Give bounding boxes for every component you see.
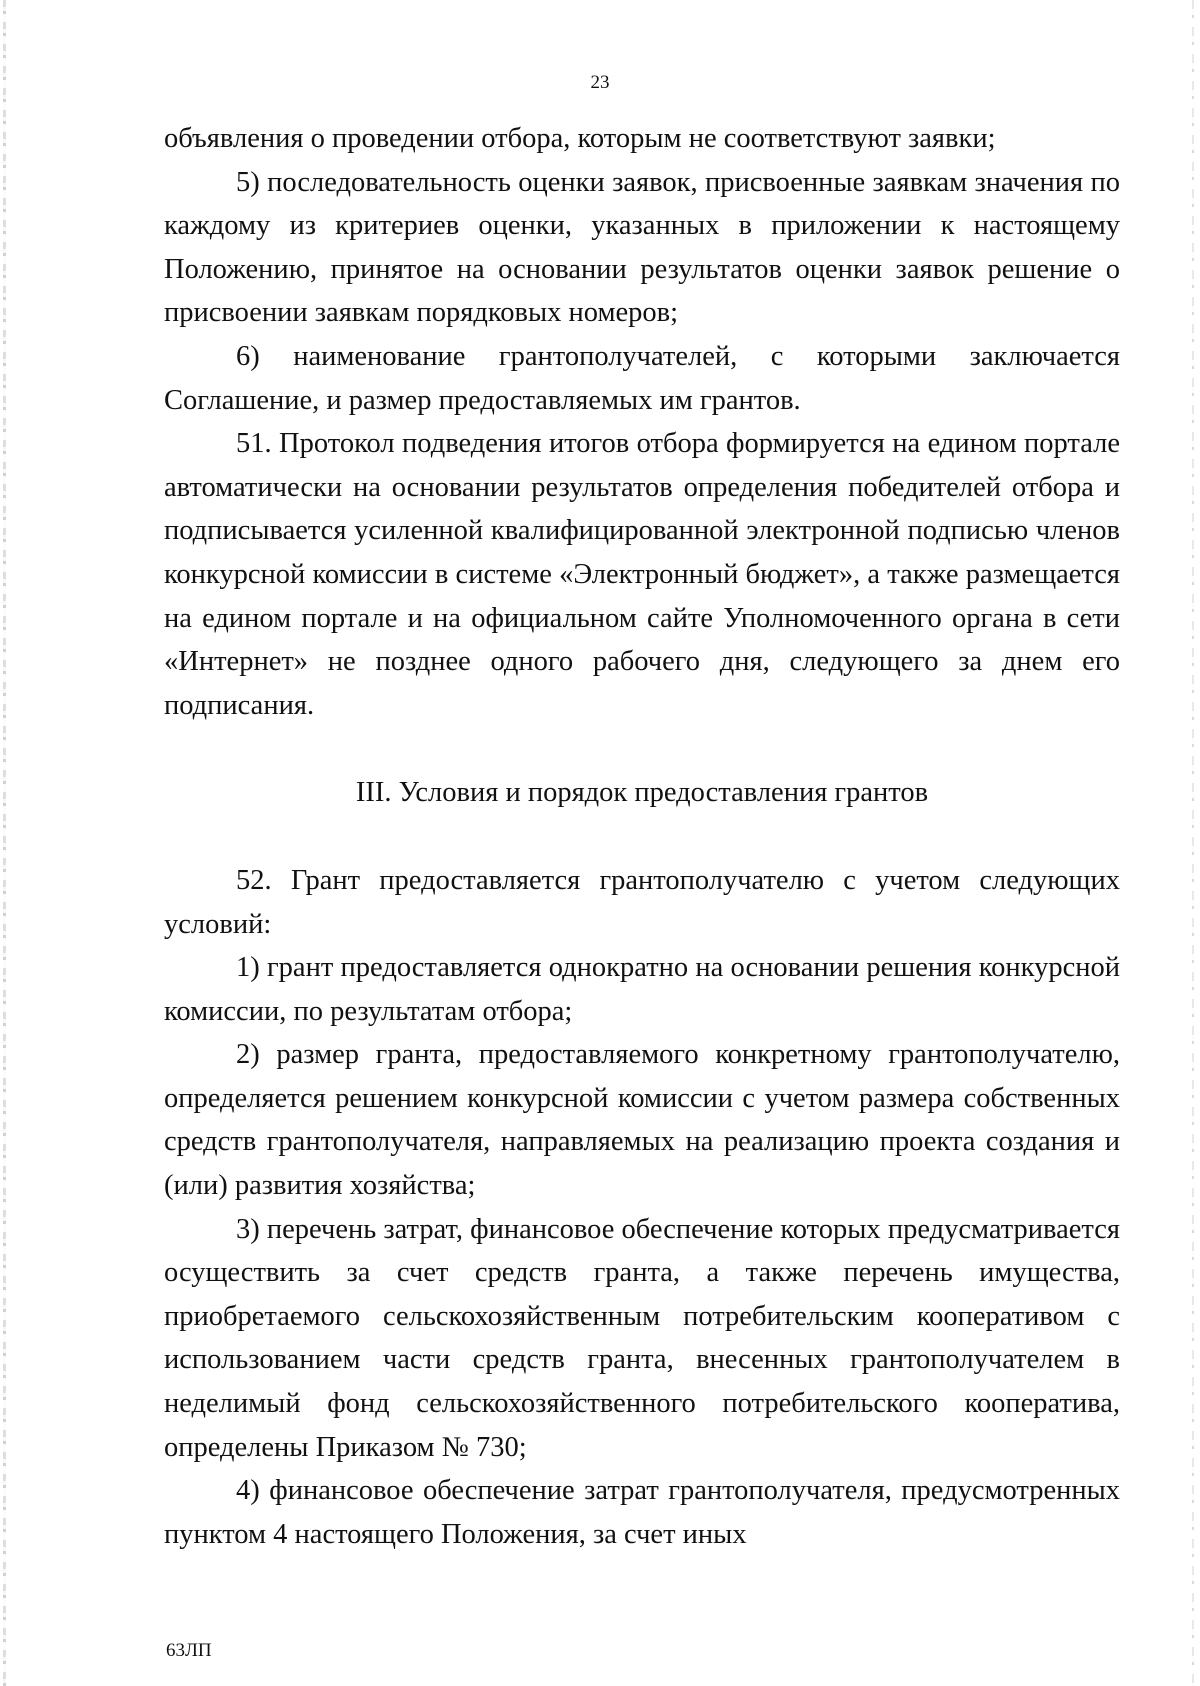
section-heading: III. Условия и порядок предоставления грантов <box>355 777 929 809</box>
page-number: 23 <box>590 72 610 93</box>
paragraph-condition-3: 3) перечень затрат, финансовое обеспечение которых предусматривается осуществить за счет средств гранта, а также перечень имущества, приобретаемого сельскохозяйственным потребительским кооперативом с использованием части средств гранта, внесенных грантополучателем в неделимый фонд сельскохозяйственного потребительского кооператива, определены Приказом № 730; <box>164 1213 1120 1463</box>
paragraph-item-5: 5) последовательность оценки заявок, присвоенные заявкам значения по каждому из критериев оценки, указанных в приложении к настоящему Положению, принятое на основании результатов оценки заявок решение о присвоении заявкам порядковых номеров; <box>164 166 1120 329</box>
paragraph-condition-1: 1) грант предоставляется однократно на основании решения конкурсной комиссии, по результатам отбора; <box>164 952 1120 1027</box>
scan-edge-right <box>1192 0 1194 1686</box>
document-body <box>164 117 1120 1556</box>
paragraph-clause-51: 51. Протокол подведения итогов отбора формируется на едином портале автоматически на основании результатов определения победителей отбора и подписывается усиленной квалифицированной электронной подписью членов конкурсной комиссии в системе «Электронный бюджет», а также размещается на едином портале и на официальном сайте Уполномоченного органа в сети «Интернет» не позднее одного рабочего дня, следующего за днем его подписания. <box>164 428 1120 721</box>
paragraph-clause-52: 52. Грант предоставляется грантополучателю с учетом следующих условий: <box>164 864 1120 940</box>
paragraph-item-6: 6) наименование грантополучателей, с которыми заключается Соглашение, и размер предоставляемых им грантов. <box>164 340 1120 416</box>
paragraph-condition-4: 4) финансовое обеспечение затрат грантополучателя, предусмотренных пунктом 4 настоящего Положения, за счет иных <box>164 1475 1120 1550</box>
paragraph-condition-2: 2) размер гранта, предоставляемого конкретному грантополучателю, определяется решением конкурсной комиссии с учетом размера собственных средств грантополучателя, направляемых на реализацию проекта создания и (или) развития хозяйства; <box>164 1039 1120 1202</box>
scan-edge-left <box>3 0 6 1686</box>
paragraph-continuation: объявления о проведении отбора, которым не соответствуют заявки; <box>164 123 996 154</box>
footer-document-code: 63ЛП <box>166 1640 212 1661</box>
